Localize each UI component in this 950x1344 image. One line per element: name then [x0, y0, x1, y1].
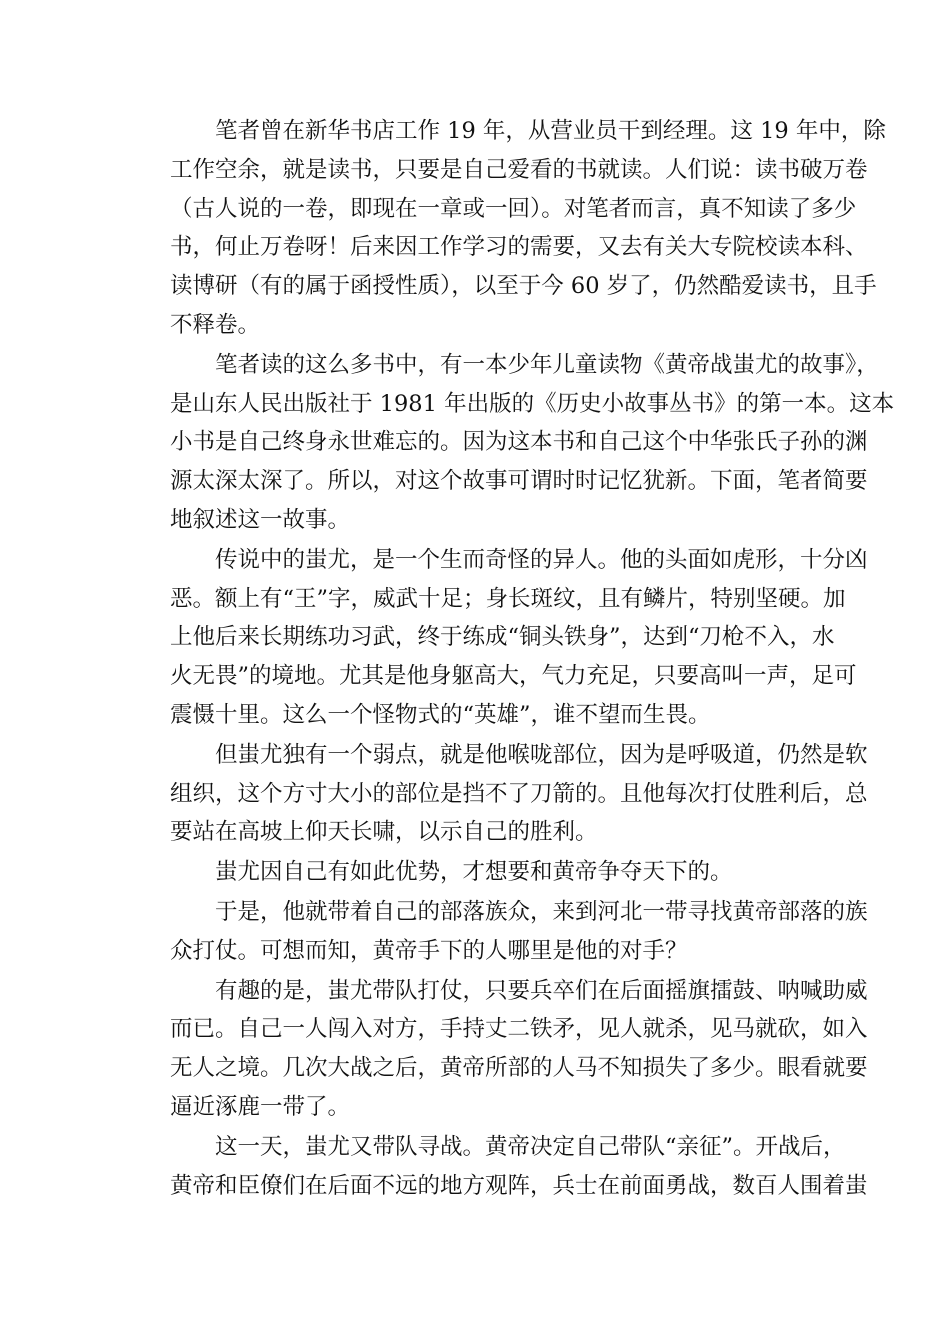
- text-line: 恶。额上有“王”字，威武十足；身长斑纹，且有鳞片，特别坚硬。加: [170, 585, 846, 612]
- text-line: 有趣的是，蚩尤带队打仗，只要兵卒们在后面摇旗擂鼓、呐喊助威: [215, 977, 868, 1004]
- paragraph-2: [125, 346, 895, 540]
- text-line: 逼近涿鹿一带了。: [170, 1093, 351, 1120]
- text-line: 源太深太深了。所以，对这个故事可谓时时记忆犹新。下面，笔者简要: [170, 468, 868, 495]
- text-line: 笔者读的这么多书中，有一本少年儿童读物《黄帝战蚩尤的故事》，: [215, 351, 879, 378]
- text-line: 书，何止万卷呀！后来因工作学习的需要，又去有关大专院校读本科、: [170, 234, 868, 261]
- text-line: 笔者曾在新华书店工作 19 年，从营业员干到经理。这 19 年中，除: [215, 118, 886, 144]
- text-line: 传说中的蚩尤，是一个生而奇怪的异人。他的头面如虎形，十分凶: [215, 546, 868, 573]
- body-text: [125, 112, 895, 1205]
- paragraph-8: [125, 1128, 868, 1206]
- text-line: 上他后来长期练功习武，终于练成“铜头铁身”，达到“刀枪不入，水: [170, 624, 835, 651]
- text-line: 小书是自己终身永世难忘的。因为这本书和自己这个中华张氏子孙的渊: [170, 429, 868, 456]
- text-line: 组织，这个方寸大小的部位是挡不了刀箭的。且他每次打仗胜利后，总: [170, 780, 868, 807]
- paragraph-5: [125, 853, 825, 892]
- text-line: 但蚩尤独有一个弱点，就是他喉咙部位，因为是呼吸道，仍然是软: [215, 741, 868, 768]
- text-line: （古人说的一卷，即现在一章或一回）。对笔者而言，真不知读了多少: [170, 195, 857, 222]
- paragraph-1: [125, 112, 886, 345]
- paragraph-4: [125, 736, 868, 852]
- text-line: 无人之境。几次大战之后，黄帝所部的人马不知损失了多少。眼看就要: [170, 1055, 868, 1082]
- text-line: 震慑十里。这么一个怪物式的“英雄”，谁不望而生畏。: [170, 701, 711, 728]
- text-line: 读博研（有的属于函授性质），以至于今 60 岁了，仍然酷爱读书，且手: [170, 273, 877, 300]
- text-line: 是山东人民出版社于 1981 年出版的《历史小故事丛书》的第一本。这本: [170, 390, 895, 417]
- text-line: 不释卷。: [170, 311, 261, 338]
- text-line: 而已。自己一人闯入对方，手持丈二铁矛，见人就杀，见马就砍，如入: [170, 1016, 868, 1043]
- text-line: 要站在高坡上仰天长啸，以示自己的胜利。: [170, 819, 598, 846]
- text-line: 工作空余，就是读书，只要是自己爱看的书就读。人们说：读书破万卷: [170, 156, 868, 183]
- text-line: 这一天，蚩尤又带队寻战。黄帝决定自己带队“亲征”。开战后，: [215, 1133, 846, 1160]
- paragraph-7: [125, 972, 868, 1127]
- paragraph-6: [125, 893, 868, 971]
- text-line: 地叙述这一故事。: [170, 506, 351, 533]
- paragraph-3: [125, 541, 868, 735]
- text-line: 黄帝和臣僚们在后面不远的地方观阵，兵士在前面勇战，数百人围着蚩: [170, 1172, 868, 1199]
- text-line: 众打仗。可想而知，黄帝手下的人哪里是他的对手？: [170, 937, 688, 964]
- text-line: 于是，他就带着自己的部落族众，来到河北一带寻找黄帝部落的族: [215, 898, 868, 925]
- text-line: 蚩尤因自己有如此优势，才想要和黄帝争夺天下的。: [215, 859, 733, 886]
- text-line: 火无畏”的境地。尤其是他身躯高大，气力充足，只要高叫一声，足可: [170, 663, 857, 690]
